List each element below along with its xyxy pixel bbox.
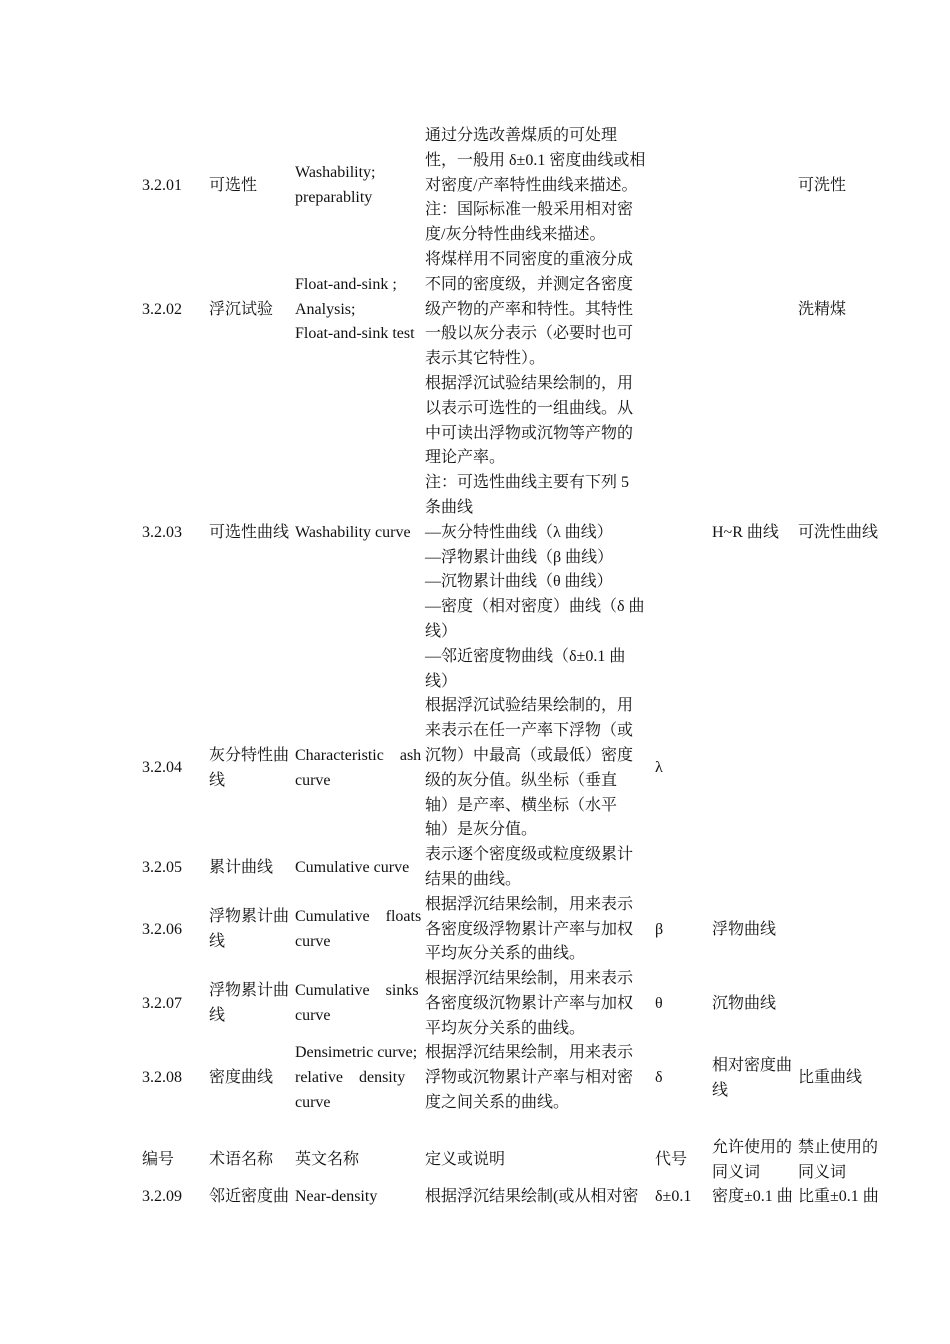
term-name-cell: 术语名称 xyxy=(209,1151,274,1169)
terms-table xyxy=(142,124,888,1210)
forbidden-synonym-cell xyxy=(798,967,888,1041)
text-line: curve xyxy=(295,932,331,950)
text-line: Cumulative sinks xyxy=(295,982,419,1000)
terms-table-body xyxy=(142,124,888,1210)
text-line: 度之间关系的曲线。 xyxy=(425,1094,570,1112)
term-id-cell: 3.2.01 xyxy=(142,176,182,194)
text-line: 同义词 xyxy=(712,1163,761,1181)
text-line: 平均灰分关系的曲线。 xyxy=(425,1019,586,1037)
text-line: 性，一般用 δ±0.1 密度曲线或相 xyxy=(425,151,646,169)
text-line: 根据浮沉结果绘制，用来表示 xyxy=(425,970,634,988)
definition-cell xyxy=(425,1041,655,1115)
row-spacer xyxy=(142,1116,888,1136)
text-line: 将煤样用不同密度的重液分成 xyxy=(425,250,634,268)
definition-cell xyxy=(425,694,655,843)
text-line: 条曲线 xyxy=(425,498,474,516)
term-id-cell: 3.2.03 xyxy=(142,523,182,541)
text-line: 平均灰分关系的曲线。 xyxy=(425,945,586,963)
text-line: 各密度级浮物累计产率与加权 xyxy=(425,920,634,938)
english-name-cell: Near-density xyxy=(295,1188,378,1206)
text-line: 浮物累计曲 xyxy=(209,908,290,926)
text-line: relative density xyxy=(295,1069,406,1087)
table-row xyxy=(142,893,888,967)
allowed-synonym-cell xyxy=(712,1041,798,1115)
text-line: 注：国际标准一般采用相对密 xyxy=(425,201,634,219)
term-id-cell: 3.2.05 xyxy=(142,858,182,876)
table-row xyxy=(142,967,888,1041)
text-line: 浮物或沉物累计产率与相对密 xyxy=(425,1069,634,1087)
forbidden-synonym-cell: 比重曲线 xyxy=(798,1069,863,1087)
allowed-synonym-cell: 密度±0.1 曲 xyxy=(712,1188,793,1206)
code-symbol-cell xyxy=(655,372,712,694)
text-line: 浮物累计曲 xyxy=(209,982,290,1000)
english-name-cell: 英文名称 xyxy=(295,1151,360,1169)
text-line: curve xyxy=(295,1007,331,1025)
definition-cell xyxy=(425,124,655,248)
text-line: Characteristic ash xyxy=(295,746,422,764)
text-line: 中可读出浮物或沉物等产物的 xyxy=(425,424,634,442)
text-line: 各密度级沉物累计产率与加权 xyxy=(425,994,634,1012)
term-name-cell: 密度曲线 xyxy=(209,1069,274,1087)
spacer-cell xyxy=(142,1116,888,1136)
term-id-cell: 3.2.02 xyxy=(142,300,182,318)
text-line: 根据浮沉结果绘制，用来表示 xyxy=(425,1044,634,1062)
forbidden-synonym-cell: 比重±0.1 曲 xyxy=(798,1188,879,1206)
text-line: Float-and-sink ; xyxy=(295,275,397,293)
text-line: 不同的密度级，并测定各密度 xyxy=(425,275,634,293)
allowed-synonym-cell xyxy=(712,124,798,248)
text-line: 灰分特性曲 xyxy=(209,746,290,764)
allowed-synonym-cell xyxy=(712,843,798,893)
term-id-cell: 3.2.06 xyxy=(142,920,182,938)
text-line: 根据浮沉试验结果绘制的，用 xyxy=(425,697,634,715)
definition-cell xyxy=(425,843,655,893)
english-name-cell xyxy=(295,1041,425,1115)
text-line: 级的灰分值。纵坐标（垂直 xyxy=(425,771,618,789)
english-name-cell xyxy=(295,843,425,893)
table-row xyxy=(142,694,888,843)
text-line: Cumulative floats xyxy=(295,908,422,926)
text-line: 根据浮沉试验结果绘制的，用 xyxy=(425,374,634,392)
text-line: 对密度/产率特性曲线来描述。 xyxy=(425,176,638,194)
forbidden-synonym-cell xyxy=(798,1136,888,1186)
text-line: —浮物累计曲线（β 曲线） xyxy=(425,548,614,566)
term-id-cell: 编号 xyxy=(142,1151,175,1169)
forbidden-synonym-cell xyxy=(798,893,888,967)
text-line: —邻近密度物曲线（δ±0.1 曲 xyxy=(425,647,626,665)
text-line: Cumulative curve xyxy=(295,858,410,876)
term-name-cell: 累计曲线 xyxy=(209,858,274,876)
english-name-cell xyxy=(295,967,425,1041)
code-symbol-cell xyxy=(655,248,712,372)
text-line: 注：可选性曲线主要有下列 5 xyxy=(425,474,630,492)
english-name-cell xyxy=(295,248,425,372)
text-line: 根据浮沉结果绘制，用来表示 xyxy=(425,895,634,913)
term-name-cell xyxy=(209,967,295,1041)
text-line: 线 xyxy=(209,1007,226,1025)
text-line: —密度（相对密度）曲线（δ 曲 xyxy=(425,598,645,616)
table-row xyxy=(142,124,888,248)
text-line: 级产物的产率和特性。其特性 xyxy=(425,300,634,318)
table-row xyxy=(142,248,888,372)
text-line: 表示其它特性）。 xyxy=(425,350,546,368)
code-symbol-cell: 代号 xyxy=(655,1151,688,1169)
definition-cell: 根据浮沉结果绘制(或从相对密 xyxy=(425,1188,639,1206)
code-symbol-cell xyxy=(655,843,712,893)
allowed-synonym-cell xyxy=(712,248,798,372)
text-line: Washability; xyxy=(295,164,376,182)
forbidden-synonym-cell: 洗精煤 xyxy=(798,300,847,318)
text-line: 同义词 xyxy=(798,1163,847,1181)
allowed-synonym-cell: 沉物曲线 xyxy=(712,994,777,1012)
text-line: 度/灰分特性曲线来描述。 xyxy=(425,226,606,244)
text-line: —灰分特性曲线（λ 曲线） xyxy=(425,523,613,541)
text-line: 禁止使用的 xyxy=(798,1138,879,1156)
forbidden-synonym-cell: 可洗性曲线 xyxy=(798,523,879,541)
table-row xyxy=(142,372,888,694)
code-symbol-cell: δ xyxy=(655,1069,663,1087)
table-row xyxy=(142,843,888,893)
text-line: preparablity xyxy=(295,188,373,206)
text-line: 线 xyxy=(209,771,226,789)
english-name-cell xyxy=(295,694,425,843)
term-name-cell: 浮沉试验 xyxy=(209,300,274,318)
code-symbol-cell: λ xyxy=(655,759,663,777)
definition-cell xyxy=(425,893,655,967)
term-id-cell: 3.2.04 xyxy=(142,759,182,777)
table-row xyxy=(142,1041,888,1115)
code-symbol-cell: β xyxy=(655,920,664,938)
code-symbol-cell xyxy=(655,124,712,248)
text-line: 通过分选改善煤质的可处理 xyxy=(425,127,618,144)
forbidden-synonym-cell xyxy=(798,694,888,843)
definition-cell xyxy=(425,248,655,372)
english-name-cell xyxy=(295,372,425,694)
text-line: 线 xyxy=(209,932,226,950)
definition-cell: 定义或说明 xyxy=(425,1151,506,1169)
text-line: 来表示在任一产率下浮物（或 xyxy=(425,722,634,740)
text-line: 结果的曲线。 xyxy=(425,870,522,888)
term-name-cell: 邻近密度曲 xyxy=(209,1188,290,1206)
term-name-cell xyxy=(209,694,295,843)
term-id-cell: 3.2.09 xyxy=(142,1188,182,1206)
term-name-cell: 可选性曲线 xyxy=(209,523,290,541)
term-name-cell xyxy=(209,893,295,967)
term-id-cell: 3.2.07 xyxy=(142,994,182,1012)
text-line: 轴）是产率、横坐标（水平 xyxy=(425,796,618,814)
text-line: Washability curve xyxy=(295,523,411,541)
text-line: 以表示可选性的一组曲线。从 xyxy=(425,399,634,417)
definition-cell xyxy=(425,372,655,694)
text-line: 表示逐个密度级或粒度级累计 xyxy=(425,846,634,864)
text-line: —沉物累计曲线（θ 曲线） xyxy=(425,573,613,591)
allowed-synonym-cell: 浮物曲线 xyxy=(712,920,777,938)
text-line: 一般以灰分表示（必要时也可 xyxy=(425,325,634,343)
text-line: 线 xyxy=(712,1081,729,1099)
code-symbol-cell: δ±0.1 xyxy=(655,1188,692,1206)
text-line: 允许使用的 xyxy=(712,1138,793,1156)
text-line: Densimetric curve; xyxy=(295,1044,418,1062)
table-header-row xyxy=(142,1136,888,1186)
text-line: curve xyxy=(295,1094,331,1112)
allowed-synonym-cell: H~R 曲线 xyxy=(712,523,779,541)
text-line: 轴）是灰分值。 xyxy=(425,821,538,839)
text-line: curve xyxy=(295,771,331,789)
english-name-cell xyxy=(295,893,425,967)
text-line: Float-and-sink test xyxy=(295,325,415,343)
term-id-cell: 3.2.08 xyxy=(142,1069,182,1087)
text-line: 理论产率。 xyxy=(425,449,506,467)
term-name-cell: 可选性 xyxy=(209,176,258,194)
code-symbol-cell: θ xyxy=(655,994,663,1012)
definition-cell xyxy=(425,967,655,1041)
forbidden-synonym-cell xyxy=(798,843,888,893)
table-row xyxy=(142,1185,888,1210)
allowed-synonym-cell xyxy=(712,694,798,843)
text-line: 线） xyxy=(425,672,458,690)
text-line: Analysis; xyxy=(295,300,356,318)
english-name-cell xyxy=(295,124,425,248)
text-line: 相对密度曲 xyxy=(712,1056,793,1074)
allowed-synonym-cell xyxy=(712,1136,798,1186)
text-line: 线） xyxy=(425,622,458,640)
text-line: 沉物）中最高（或最低）密度 xyxy=(425,746,634,764)
forbidden-synonym-cell: 可洗性 xyxy=(798,176,847,194)
